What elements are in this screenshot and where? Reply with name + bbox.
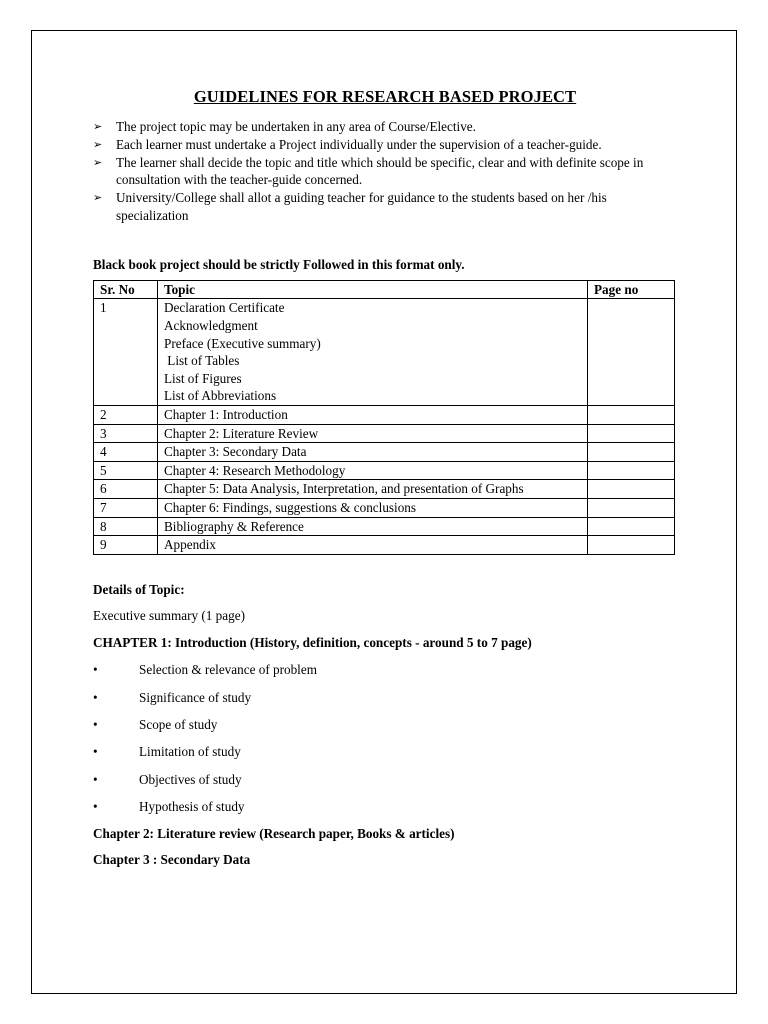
list-item: • Limitation of study [93, 744, 241, 760]
page-cell [588, 405, 675, 424]
page-cell [588, 299, 675, 406]
table-row [94, 443, 675, 462]
list-item: • Objectives of study [93, 771, 242, 787]
details-heading: Details of Topic: [93, 581, 185, 597]
sr-cell: 8 [94, 517, 158, 536]
document-body [93, 87, 677, 869]
chapter2-heading: Chapter 2: Literature review (Research paper, Books & articles) [93, 825, 455, 841]
page-cell [588, 461, 675, 480]
sr-cell: 6 [94, 480, 158, 499]
table-row [94, 517, 675, 536]
page-cell [588, 536, 675, 555]
bullet-icon: • [93, 799, 98, 815]
table-row [94, 480, 675, 499]
sr-cell: 4 [94, 443, 158, 462]
topic-cell: Chapter 6: Findings, suggestions & conclusions [158, 498, 588, 517]
topic-cell: Appendix [158, 536, 588, 555]
topic-cell: Chapter 4: Research Methodology [158, 461, 588, 480]
topic-cell: Chapter 2: Literature Review [158, 424, 588, 443]
header-page-no: Page no [588, 280, 675, 299]
topic-cell [158, 299, 588, 406]
guideline-item: ➢ The project topic may be undertaken in any area of Course/Elective. [93, 119, 476, 134]
bullet-icon: • [93, 717, 98, 733]
sr-cell: 9 [94, 536, 158, 555]
list-item: • Hypothesis of study [93, 799, 245, 815]
page-cell [588, 517, 675, 536]
arrow-bullet-icon: ➢ [93, 137, 103, 151]
topic-cell: Chapter 1: Introduction [158, 405, 588, 424]
topic-line: Acknowledgment [164, 317, 258, 333]
arrow-bullet-icon: ➢ [93, 120, 103, 133]
chapter1-list [93, 661, 677, 816]
table-row [94, 536, 675, 555]
sr-cell: 7 [94, 498, 158, 517]
topic-cell: Chapter 3: Secondary Data [158, 443, 588, 462]
details-section [93, 581, 677, 869]
arrow-bullet-icon: ➢ [93, 155, 103, 169]
list-item: • Selection & relevance of problem [93, 662, 317, 678]
page-cell [588, 424, 675, 443]
format-note: Black book project should be strictly Followed in this format only. [93, 256, 465, 272]
page-cell [588, 443, 675, 462]
list-item: • Scope of study [93, 717, 218, 733]
list-item: • Significance of study [93, 689, 252, 705]
executive-summary-line: Executive summary (1 page) [93, 608, 245, 624]
bullet-icon: • [93, 771, 98, 787]
topic-cell: Chapter 5: Data Analysis, Interpretation, and presentation of Graphs [158, 480, 588, 499]
contents-table [93, 280, 675, 555]
arrow-bullet-icon: ➢ [93, 191, 103, 205]
topic-line: List of Figures [164, 370, 242, 386]
page-cell [588, 498, 675, 517]
page-cell [588, 480, 675, 499]
table-row [94, 461, 675, 480]
bullet-icon: • [93, 744, 98, 760]
sr-cell: 3 [94, 424, 158, 443]
chapter3-heading: Chapter 3 : Secondary Data [93, 852, 251, 868]
topic-line: Preface (Executive summary) [164, 335, 321, 351]
topic-line: Declaration Certificate [164, 300, 285, 316]
topic-line: List of Abbreviations [164, 388, 277, 404]
sr-cell: 5 [94, 461, 158, 480]
guidelines-list [93, 118, 677, 225]
guideline-item: ➢ The learner shall decide the topic and title which should be specific, clear and with definite scope in consultation with the teacher-guide concerned. [93, 154, 644, 188]
bullet-icon: • [93, 689, 98, 705]
sr-cell: 2 [94, 405, 158, 424]
guideline-item: ➢ Each learner must undertake a Project individually under the supervision of a teacher-guide. [93, 136, 602, 152]
table-header-row [94, 280, 675, 299]
header-sr-no: Sr. No [94, 280, 158, 299]
table-row [94, 299, 675, 406]
topic-cell: Bibliography & Reference [158, 517, 588, 536]
topic-line: List of Tables [164, 353, 240, 369]
table-row [94, 424, 675, 443]
chapter1-heading: CHAPTER 1: Introduction (History, definition, concepts - around 5 to 7 page) [93, 634, 532, 650]
sr-cell: 1 [94, 299, 158, 406]
table-row [94, 498, 675, 517]
page-title: GUIDELINES FOR RESEARCH BASED PROJECT [193, 87, 577, 106]
header-topic: Topic [158, 280, 588, 299]
table-row [94, 405, 675, 424]
guideline-item: ➢ University/College shall allot a guiding teacher for guidance to the students based on her /his specialization [93, 190, 607, 223]
bullet-icon: • [93, 662, 98, 678]
